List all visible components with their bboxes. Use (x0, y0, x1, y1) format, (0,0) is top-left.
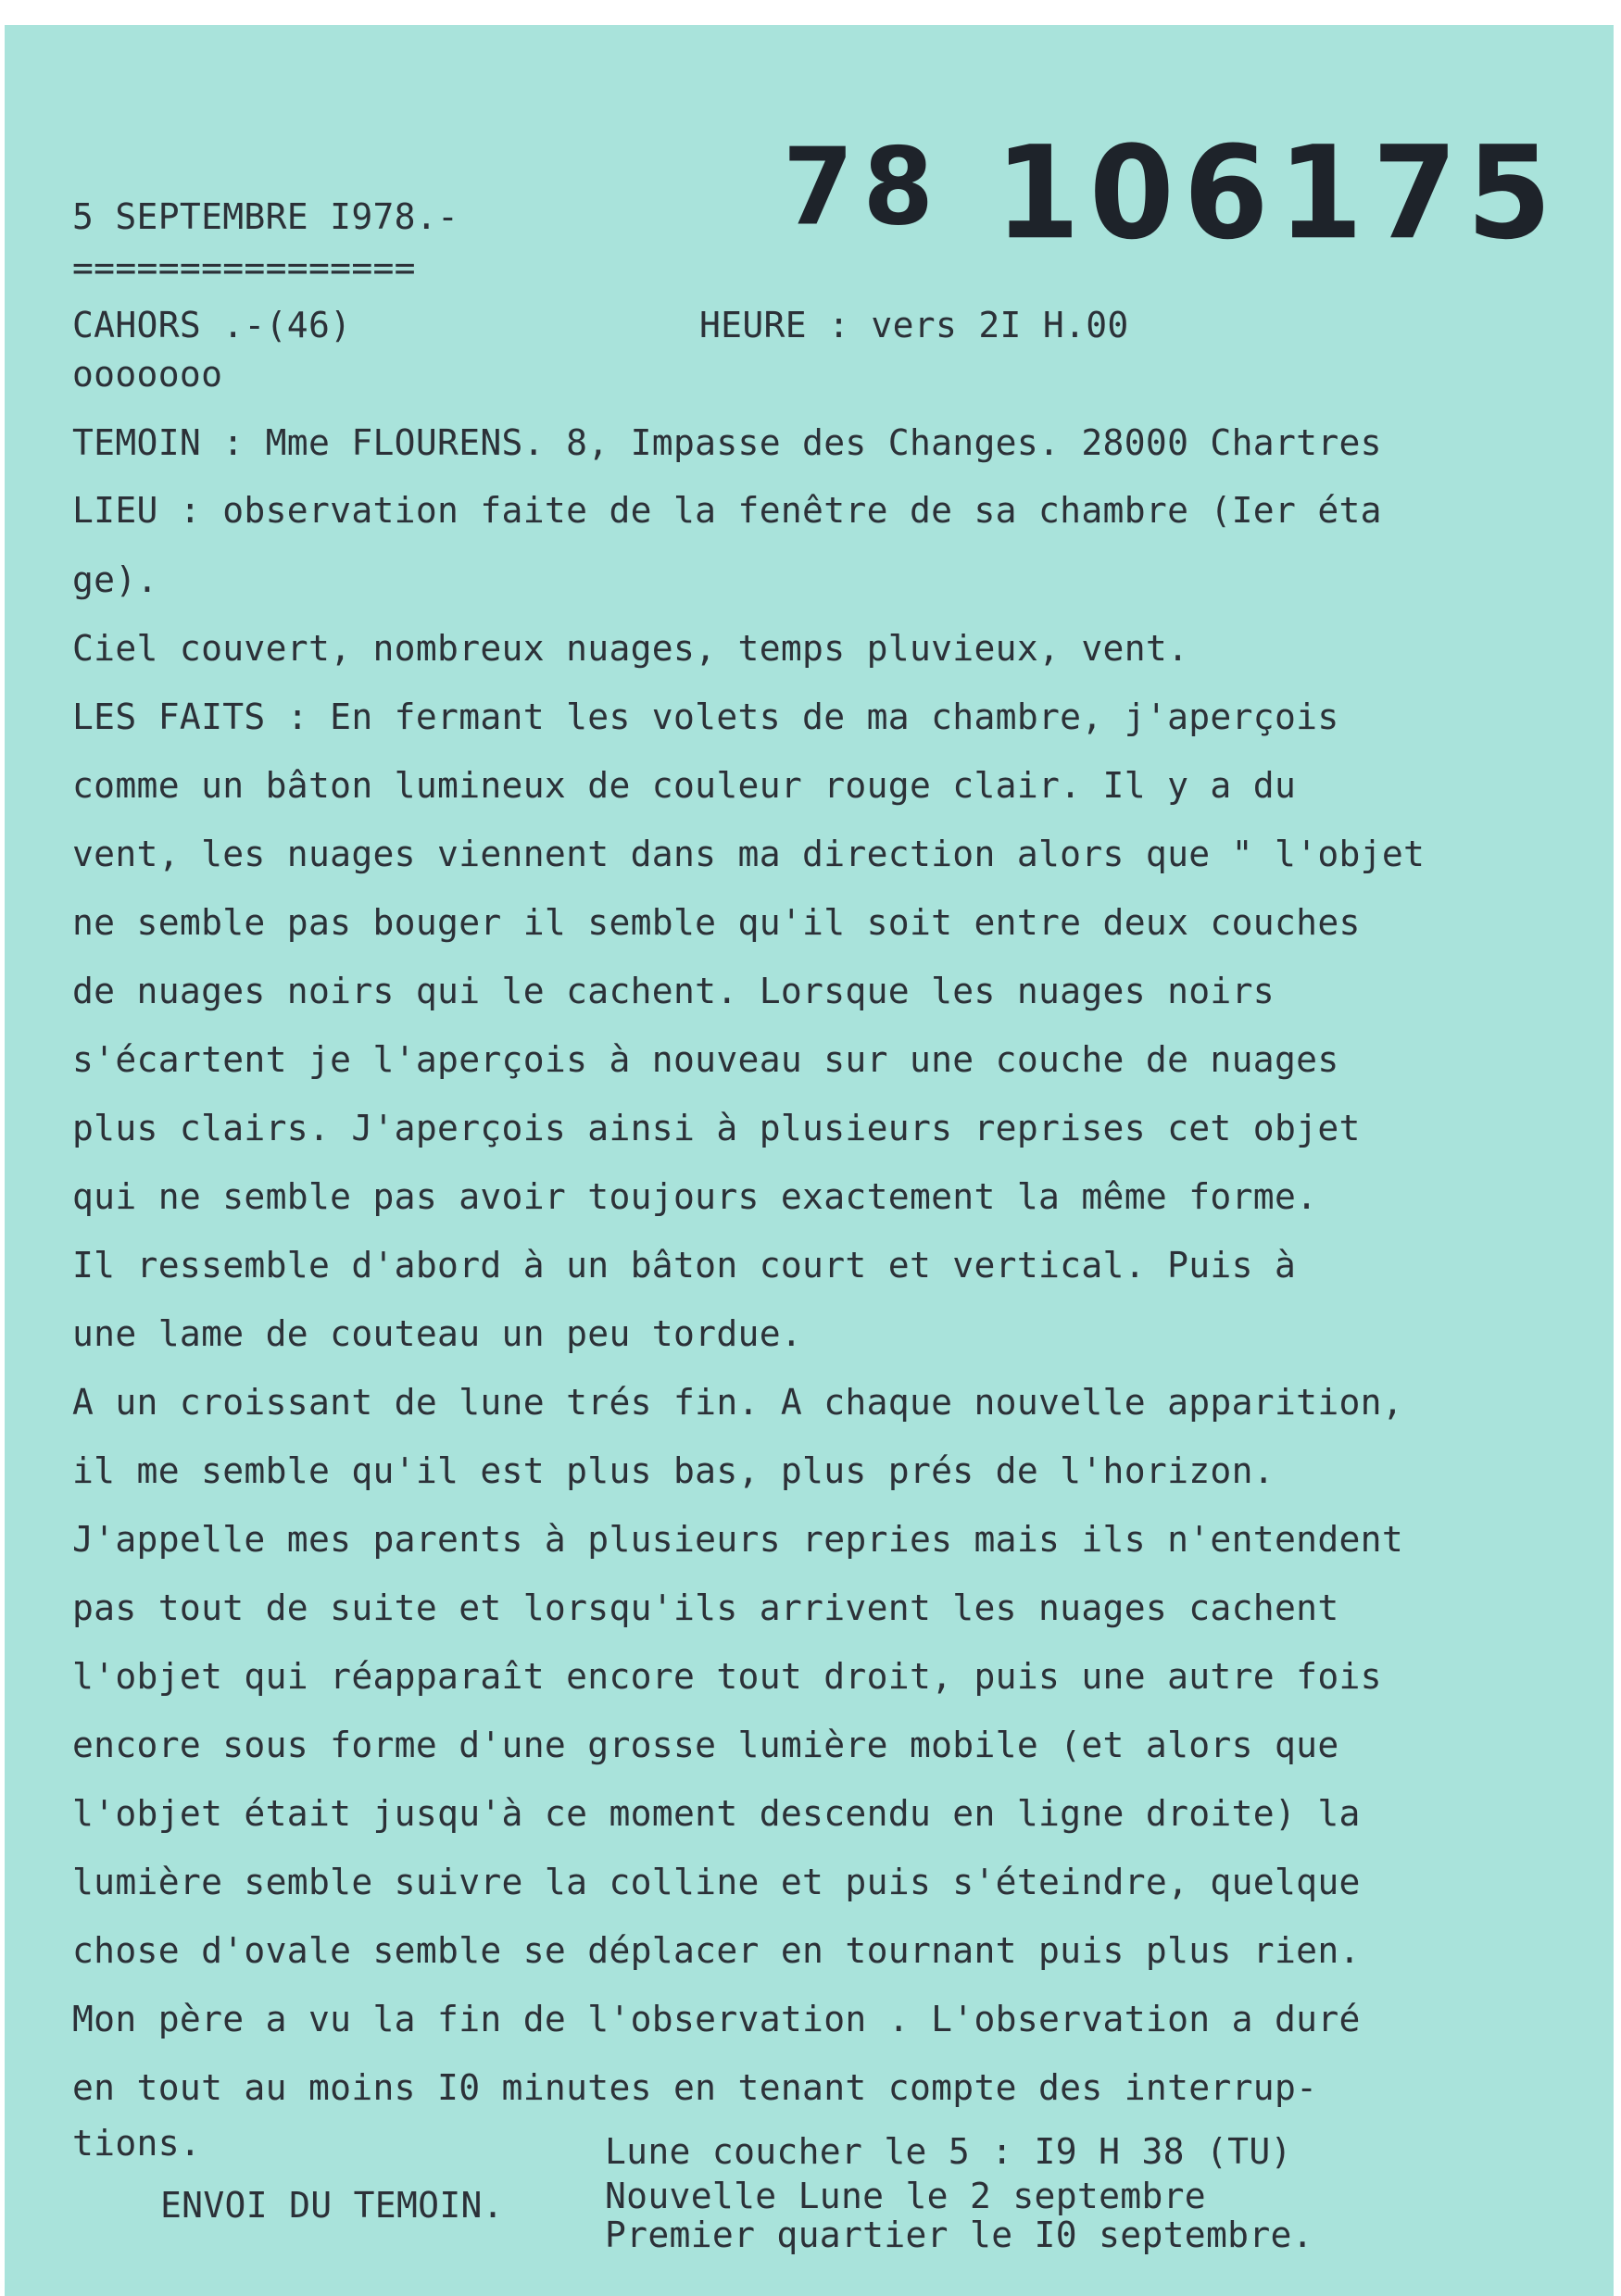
case-number-prefix: 78 (783, 124, 944, 249)
line-3: ge). (72, 559, 158, 600)
line-4: Ciel couvert, nombreux nuages, temps pluvieux, vent. (72, 628, 1189, 669)
line-18: pas tout de suite et lorsqu'ils arrivent les nuages cachent (72, 1587, 1339, 1628)
line-8: ne semble pas bouger il semble qu'il soit entre deux couches (72, 902, 1361, 943)
location-underline: ooooooo (72, 354, 223, 395)
envoi-label: ENVOI DU TEMOIN. (160, 2185, 504, 2226)
date-underline: ================ (72, 247, 416, 288)
report-date: 5 SEPTEMBRE I978.- (72, 196, 459, 237)
line-17: J'appelle mes parents à plusieurs repries mais ils n'entendent (72, 1519, 1404, 1560)
line-5: LES FAITS : En fermant les volets de ma chambre, j'aperçois (72, 696, 1339, 737)
case-number-rest: 106175 (995, 119, 1562, 269)
line-15: A un croissant de lune trés fin. A chaque nouvelle apparition, (72, 1382, 1404, 1423)
line-9: de nuages noirs qui le cachent. Lorsque les nuages noirs (72, 971, 1275, 1011)
line-10: s'écartent je l'aperçois à nouveau sur une couche de nuages (72, 1039, 1339, 1080)
line-26: tions. (72, 2123, 202, 2164)
line-13: Il ressemble d'abord à un bâton court et vertical. Puis à (72, 1245, 1297, 1286)
line-16: il me semble qu'il est plus bas, plus prés de l'horizon. (72, 1450, 1275, 1491)
line-20: encore sous forme d'une grosse lumière mobile (et alors que (72, 1725, 1339, 1765)
line-1: TEMOIN : Mme FLOURENS. 8, Impasse des Changes. 28000 Chartres (72, 422, 1382, 463)
document-sheet (5, 25, 1614, 2296)
report-hour: HEURE : vers 2I H.00 (699, 305, 1129, 345)
line-21: l'objet était jusqu'à ce moment descendu en ligne droite) la (72, 1793, 1361, 1834)
line-23: chose d'ovale semble se déplacer en tournant puis plus rien. (72, 1930, 1361, 1971)
line-2: LIEU : observation faite de la fenêtre de sa chambre (Ier éta (72, 490, 1382, 531)
moon-set-note: Lune coucher le 5 : I9 H 38 (TU) (605, 2131, 1292, 2172)
line-24: Mon père a vu la fin de l'observation . L'observation a duré (72, 1999, 1361, 2039)
line-12: qui ne semble pas avoir toujours exactement la même forme. (72, 1176, 1318, 1217)
line-25: en tout au moins I0 minutes en tenant compte des interrup- (72, 2067, 1318, 2108)
line-19: l'objet qui réapparaît encore tout droit, puis une autre fois (72, 1656, 1382, 1697)
case-number-stamp (783, 119, 1561, 269)
line-11: plus clairs. J'aperçois ainsi à plusieurs reprises cet objet (72, 1108, 1361, 1148)
line-14: une lame de couteau un peu tordue. (72, 1313, 803, 1354)
line-6: comme un bâton lumineux de couleur rouge clair. Il y a du (72, 765, 1297, 806)
line-7: vent, les nuages viennent dans ma direction alors que " l'objet (72, 834, 1426, 874)
new-moon-note: Nouvelle Lune le 2 septembre (605, 2176, 1206, 2216)
first-quarter-note: Premier quartier le I0 septembre. (605, 2214, 1313, 2255)
report-location: CAHORS .-(46) (72, 305, 352, 345)
line-22: lumière semble suivre la colline et puis s'éteindre, quelque (72, 1862, 1361, 1902)
